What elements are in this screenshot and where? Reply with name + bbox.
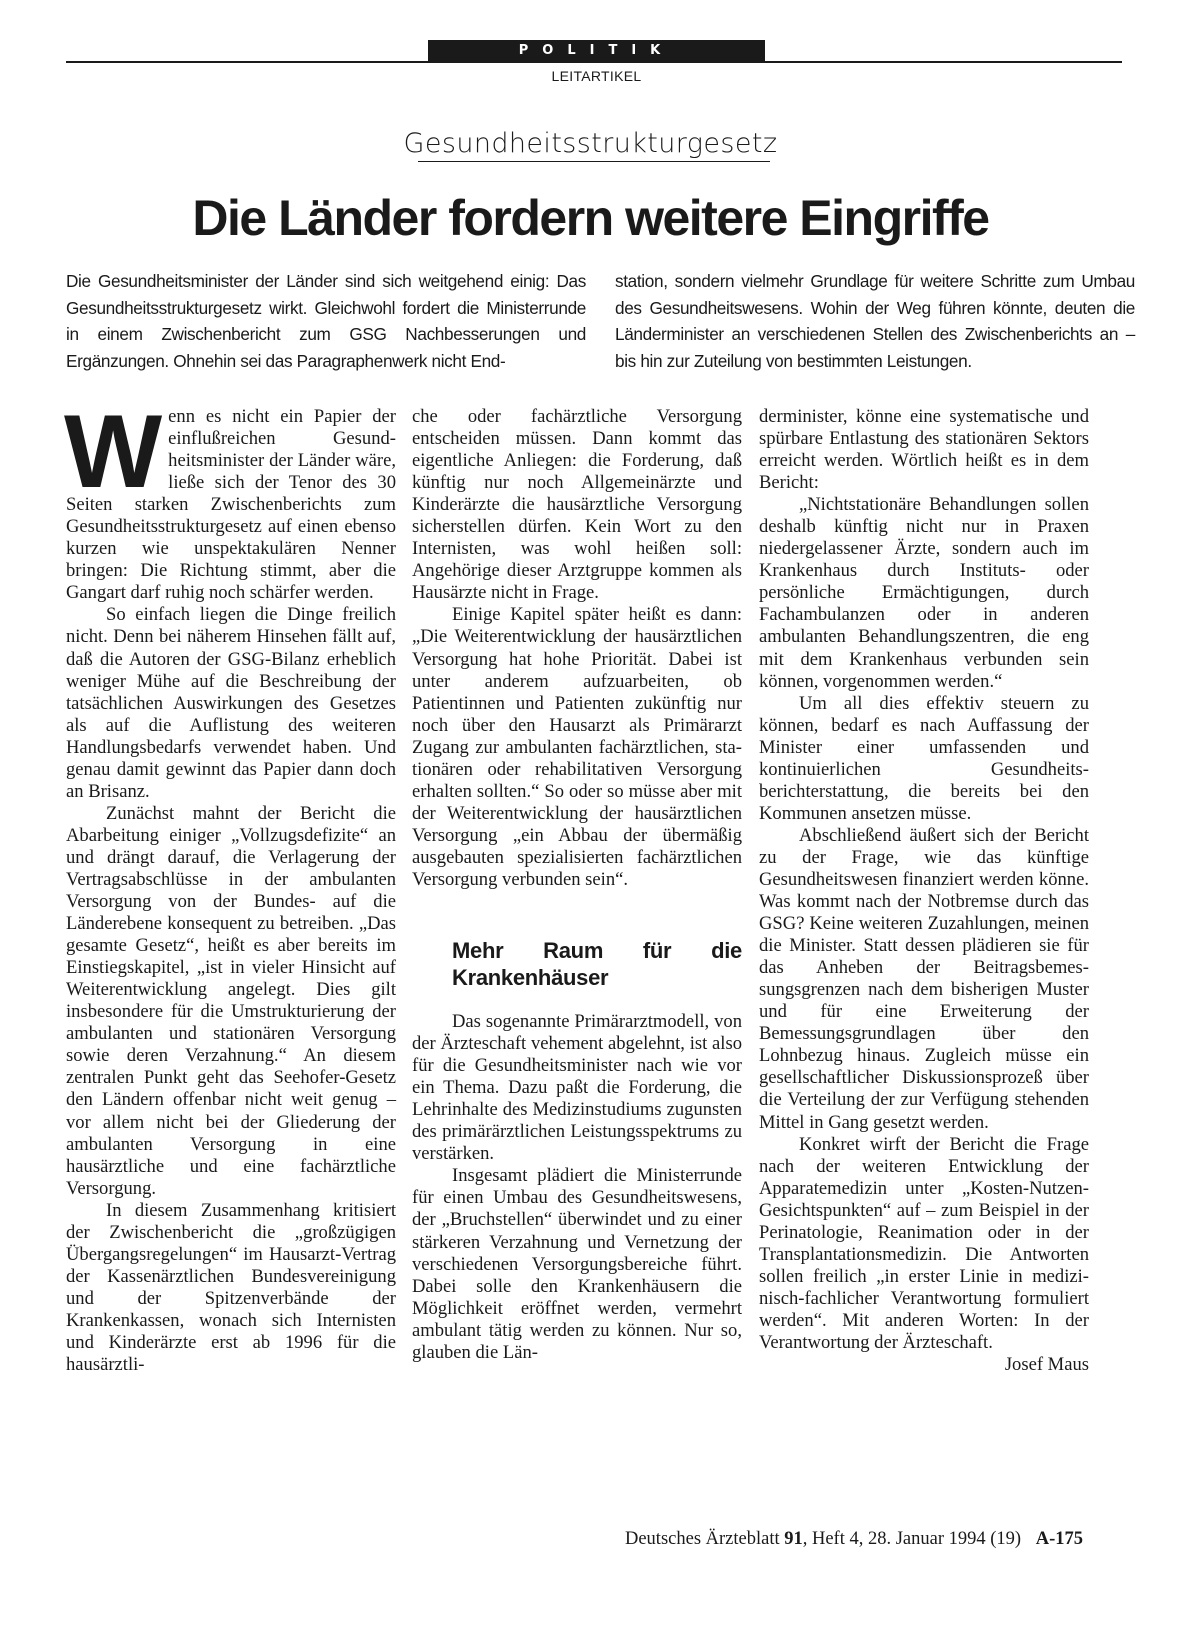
body-paragraph: „Nichtstationäre Behandlungen sollen deshalb künftig nicht nur in Praxen niedergelassener Ärzte, sondern auch im Krankenhaus durch Instituts- oder persönliche Ermächtigungen, durch Fachambulanzen oder in anderen ambulanten Behandlungszentren, die eng mit dem Krankenhaus verbunden sein können, vorgenommen werden.“ <box>759 494 1089 692</box>
body-paragraph: In diesem Zusammenhang kritisiert der Zwischenbericht die „großzügigen Übergangsregelungen“ im Hausarzt-Vertrag der Kassenärztlichen Bundesvereinigung und der Spitzenverbände der Krankenkassen, wonach sich Internisten und Kinderärzte erst ab 1996 für die hausärztli- <box>66 1199 396 1376</box>
body-column-3 <box>759 406 1089 1486</box>
journal-volume: 91 <box>784 1529 803 1549</box>
body-paragraph: So einfach liegen die Dinge freilich nicht. Denn bei näherem Hinsehen fällt auf, daß die Autoren der GSG-Bilanz erheblich weniger Mühe auf die Beschreibung der tatsächlichen Auswirkungen des Gesetzes als auf die Auflistung des weiteren Handlungsbedarfs verwendet haben. Und genau damit gewinnt das Papier dann doch an Brisanz. <box>66 604 396 802</box>
body-paragraph: Wenn es nicht ein Papier der einflußreichen Gesundheitsminister der Länder wäre, ließe sich der Tenor des 30 Seiten starken Zwischenberichts zum Gesundheitsstrukturgesetz auf einen ebenso kurzen wie unspektakulären Nenner bringen: Die Richtung stimmt, aber die Gangart darf ruhig noch schärfer werden. <box>64 394 396 604</box>
journal-name: Deutsches Ärzteblatt <box>624 1529 780 1549</box>
body-paragraph: che oder fachärztliche Versorgung entscheiden müssen. Dann kommt das eigentliche Anliegen: die Forderung, daß künftig nur noch Allgemeinärzte und Kinderärzte die hausärztliche Versorgung sicherstellen dürfen. Kein Wort zu den Internisten, was wohl heißen soll: Angehörige dieser Arztgruppe kommen als Hausärzte nicht in Frage. <box>412 406 742 604</box>
body-paragraph: Abschließend äußert sich der Bericht zu der Frage, wie das künftige Gesundheitswesen finanziert werden könne. Was kommt nach der Notbremse durch das GSG? Keine weiteren Zuzahlungen, meinen die Minister. Statt dessen plädieren sie für das Anheben der Beitragsbemessungsgrenzen nach dem bisherigen Muster und für eine Erweiterung der Bemessungsgrundlagen über den Lohnbezug hinaus. Zugleich müsse ein gesellschaftlicher Diskussionsprozeß über die Verteilung der zur Verfügung stehenden Mittel in Gang gesetzt werden. <box>759 824 1089 1133</box>
lead-paragraph-left: Die Gesundheitsminister der Länder sind sich weitgehend einig: Das Gesundheitsstrukturgesetz wirkt. Gleichwohl fordert die Ministerrunde in einem Zwischenbericht zum GSG Nachbesserungen und Ergänzungen. Ohnehin sei das Paragraphenwerk nicht End- <box>66 271 586 371</box>
page-number: A-175 <box>1035 1529 1083 1549</box>
author-signature: Josef Maus <box>1004 1354 1089 1376</box>
body-column-2 <box>412 406 742 1486</box>
body-paragraph: Zunächst mahnt der Bericht die Abarbeitung einiger „Vollzugsdefizite“ an und drängt darauf, die Verlagerung der Vertragsabschlüsse in der ambulanten Versorgung von der Bundes- auf die Länderebene konsequent zu betreiben. „Das gesamte Gesetz“, heißt es aber bereits im Einstiegskapitel, „ist in vieler Hinsicht auf Weiterentwicklung angelegt. Dies gilt insbesondere für die Umstrukturierung der ambulanten und stationären Versorgung sowie deren Verzahnung.“ An diesem zentralen Punkt geht das Seehofer-Gesetz den Ländern offenbar nicht weit genug – vor allem nicht bei der Gliederung der ambulanten Versorgung in eine hausärztliche und eine fachärztliche Versorgung. <box>66 802 396 1199</box>
kicker-underline <box>418 161 770 162</box>
body-paragraph: derminister, könne eine systematische und spürbare Entlastung des stationären Sektors erreicht werden. Wörtlich heißt es in dem Bericht: <box>759 406 1089 494</box>
body-paragraph: Das sogenannte Primärarztmodell, von der Ärzteschaft vehement abgelehnt, ist also für die Gesundheitsminister nach wie vor ein Thema. Dazu paßt die Forderung, die Lehrinhalte des Medizinstudiums zugunsten des primärärztlichen Leistungsspektrums zu verstärken. <box>412 1011 742 1165</box>
issue-info: , Heft 4, 28. Januar 1994 (19) <box>802 1529 1022 1549</box>
body-paragraph: Einige Kapitel später heißt es dann: „Die Weiterentwicklung der hausärztlichen Versorgung hat hohe Priorität. Dabei ist unter anderem aufzuarbeiten, ob Patientinnen und Patienten zukünftig nur noch über den Hausarzt als Primärarzt Zugang zur ambulanten fachärztlichen, stationären oder rehabilitativen Versorgung erhalten sollten.“ So oder so müsse aber mit der Weiterentwicklung der hausärztlichen Versorgung „ein Abbau der übermäßig ausgebauten spezialisierten fachärztlichen Versorgung verbunden sein“. <box>412 604 742 890</box>
article-headline: Die Länder fordern weitere Eingriffe <box>192 190 989 246</box>
lead-paragraph-right: station, sondern vielmehr Grundlage für weitere Schritte zum Umbau des Gesundheitswesens. Wohin der Weg führen könnte, deuten die Länderminister an verschiedenen Stellen des Zwischenberichts an – bis hin zur Zuteilung von bestimmten Leistungen. <box>615 271 1135 371</box>
body-paragraph: Konkret wirft der Bericht die Frage nach der weiteren Entwicklung der Apparatemedizin unter „Kosten-Nutzen-Gesichtspunkten“ auf – zum Beispiel in der Perinatologie, Reanimation oder in der Transplantationsmedizin. Die Antworten sollen freilich „in erster Linie in medizinisch-fachlicher Verantwortung formuliert werden“. Mit anderen Worten: In der Verantwortung der Ärzteschaft. <box>759 1133 1089 1353</box>
subheading: Mehr Raum für die Krankenhäuser <box>452 938 742 991</box>
article-kicker: Gesundheitsstrukturgesetz <box>403 128 778 159</box>
body-paragraph: Insgesamt plädiert die Ministerrunde für einen Umbau des Gesundheitswesens, der „Bruchstellen“ überwindet und zu einer stärkeren Verzahnung und Vernetzung der verschiedenen Versorgungsbereiche führt. Dabei solle den Krankenhäusern die Möglichkeit eröffnet werden, vermehrt ambulant tätig werden zu können. Nur so, glauben die Län- <box>412 1165 742 1363</box>
drop-cap: W <box>64 394 163 510</box>
body-column-1 <box>64 394 396 1486</box>
subsection-label: LEITARTIKEL <box>551 68 642 84</box>
page-footer <box>625 1529 1083 1550</box>
body-paragraph: Um all dies effektiv steuern zu können, bedarf es nach Auffassung der Minister einer umfassenden und kontinuierlichen Gesundheitsberichterstattung, die bereits bei den Kommunen ansetzen müsse. <box>759 692 1089 824</box>
section-label: POLITIK <box>428 40 765 62</box>
